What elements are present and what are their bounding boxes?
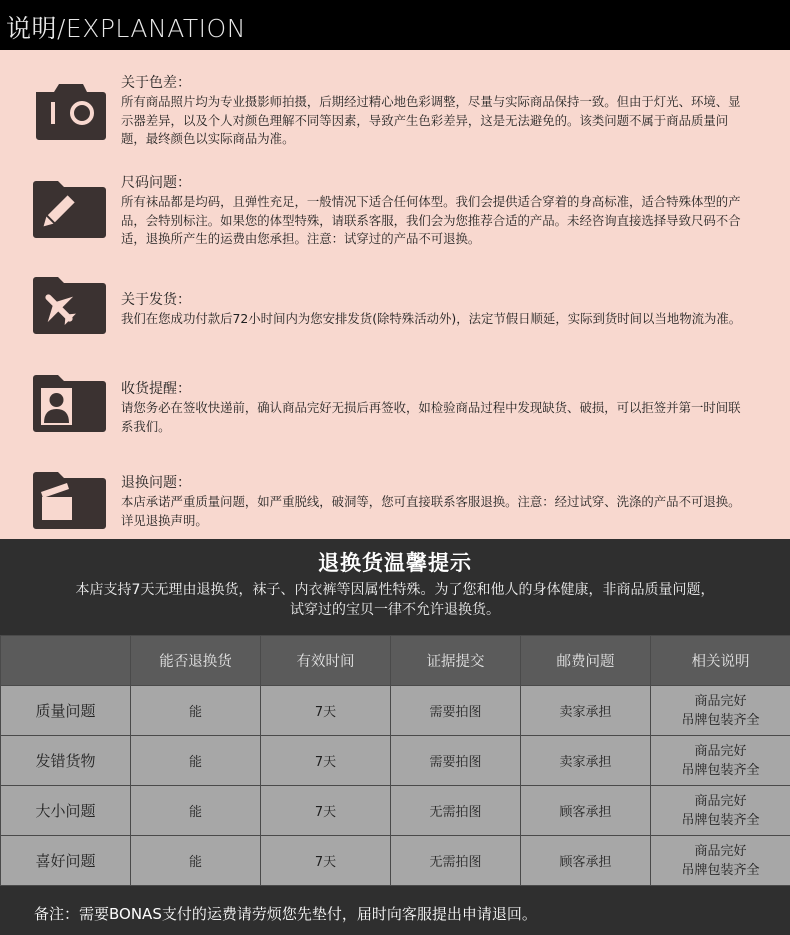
notice-description-line: 本店支持7天无理由退换货，袜子、内衣裤等因属性特殊。为了您和他人的身体健康，非商品质量问题， [75,582,715,598]
column-header: 证据提交 [391,636,521,686]
item-body: 所有商品照片均为专业摄影师拍摄，后期经过精心地色彩调整，尽量与实际商品保持一致。但由于灯光、环境、显示器差异，以及个人对颜色理解不同等因素，导致产生色彩差异，这是无法避免的。该类问题不属于商品质量问题，最终颜色以实际商品为准。 [121,94,741,146]
cell-postage: 顾客承担 [521,786,651,836]
item-body: 本店承诺严重质量问题，如严重脱线，破洞等，您可直接联系客服退换。注意：经过试穿、洗涤的产品不可退换。详见退换声明。 [121,494,741,528]
item-body: 所有袜品都是均码，且弹性充足，一般情况下适合任何体型。我们会提供适合穿着的身高标准，适合特殊体型的产品，会特别标注。如果您的体型特殊，请联系客服，我们会为您推荐合适的产品。未经咨询直接选择导致尺码不合适，退换所产生的运费由您承担。注意：试穿过的产品不可退换。 [121,194,741,246]
note-line: 商品完好 [694,743,747,759]
notice-description-line: 试穿过的宝贝一律不允许退换货。 [290,602,500,618]
explanation-section [0,50,790,539]
item-heading: 退换问题： [121,475,191,491]
column-header [1,636,131,686]
note-line: 商品完好 [694,793,747,809]
return-policy-table [0,635,790,886]
cell-note [651,786,790,836]
row-label: 喜好问题 [1,836,131,886]
note-line: 吊牌包装齐全 [681,712,760,728]
cell-exchange: 能 [131,686,261,736]
footnote: 备注：需要BONAS支付的运费请劳烦您先垫付，届时向客服提出申请退回。 [34,905,537,923]
cell-exchange: 能 [131,786,261,836]
cell-note [651,686,790,736]
cell-period: 7天 [261,736,391,786]
cell-note [651,836,790,886]
note-line: 吊牌包装齐全 [681,862,760,878]
cell-evidence: 需要拍图 [391,736,521,786]
cell-exchange: 能 [131,836,261,886]
cell-period: 7天 [261,686,391,736]
cell-period: 7天 [261,786,391,836]
notice-title: 退换货温馨提示 [318,551,472,575]
pencil-icon [33,180,106,240]
page-header [0,0,790,50]
cell-postage: 顾客承担 [521,836,651,886]
table-header-row [1,636,790,686]
row-label: 发错货物 [1,736,131,786]
cell-evidence: 无需拍图 [391,836,521,886]
page-title: 说明/EXPLANATION [6,14,246,43]
item-heading: 收货提醒： [121,381,191,397]
note-line: 商品完好 [694,843,747,859]
column-header: 相关说明 [651,636,790,686]
row-label: 大小问题 [1,786,131,836]
table-row [1,686,790,736]
item-body: 请您务必在签收快递前，确认商品完好无损后再签收，如检验商品过程中发现缺货、破损，可以拒签并第一时间联系我们。 [121,400,741,434]
item-body: 我们在您成功付款后72小时间内为您安排发货(除特殊活动外)，法定节假日顺延，实际到货时间以当地物流为准。 [121,311,742,326]
cell-postage: 卖家承担 [521,686,651,736]
column-header: 有效时间 [261,636,391,686]
clapperboard-icon [33,471,106,531]
item-heading: 关于发货： [121,292,191,308]
item-heading: 关于色差： [121,75,191,91]
column-header: 邮费问题 [521,636,651,686]
person-icon [33,374,106,434]
table-row [1,836,790,886]
cell-evidence: 需要拍图 [391,686,521,736]
column-header: 能否退换货 [131,636,261,686]
table-row [1,786,790,836]
row-label: 质量问题 [1,686,131,736]
airplane-icon [33,276,106,336]
item-heading: 尺码问题： [121,175,191,191]
table-row [1,736,790,786]
cell-note [651,736,790,786]
cell-period: 7天 [261,836,391,886]
notice-description [20,580,770,620]
cell-exchange: 能 [131,736,261,786]
cell-postage: 卖家承担 [521,736,651,786]
cell-evidence: 无需拍图 [391,786,521,836]
note-line: 吊牌包装齐全 [681,762,760,778]
note-line: 吊牌包装齐全 [681,812,760,828]
note-line: 商品完好 [694,693,747,709]
return-notice-section [0,539,790,935]
camera-icon [33,82,106,142]
